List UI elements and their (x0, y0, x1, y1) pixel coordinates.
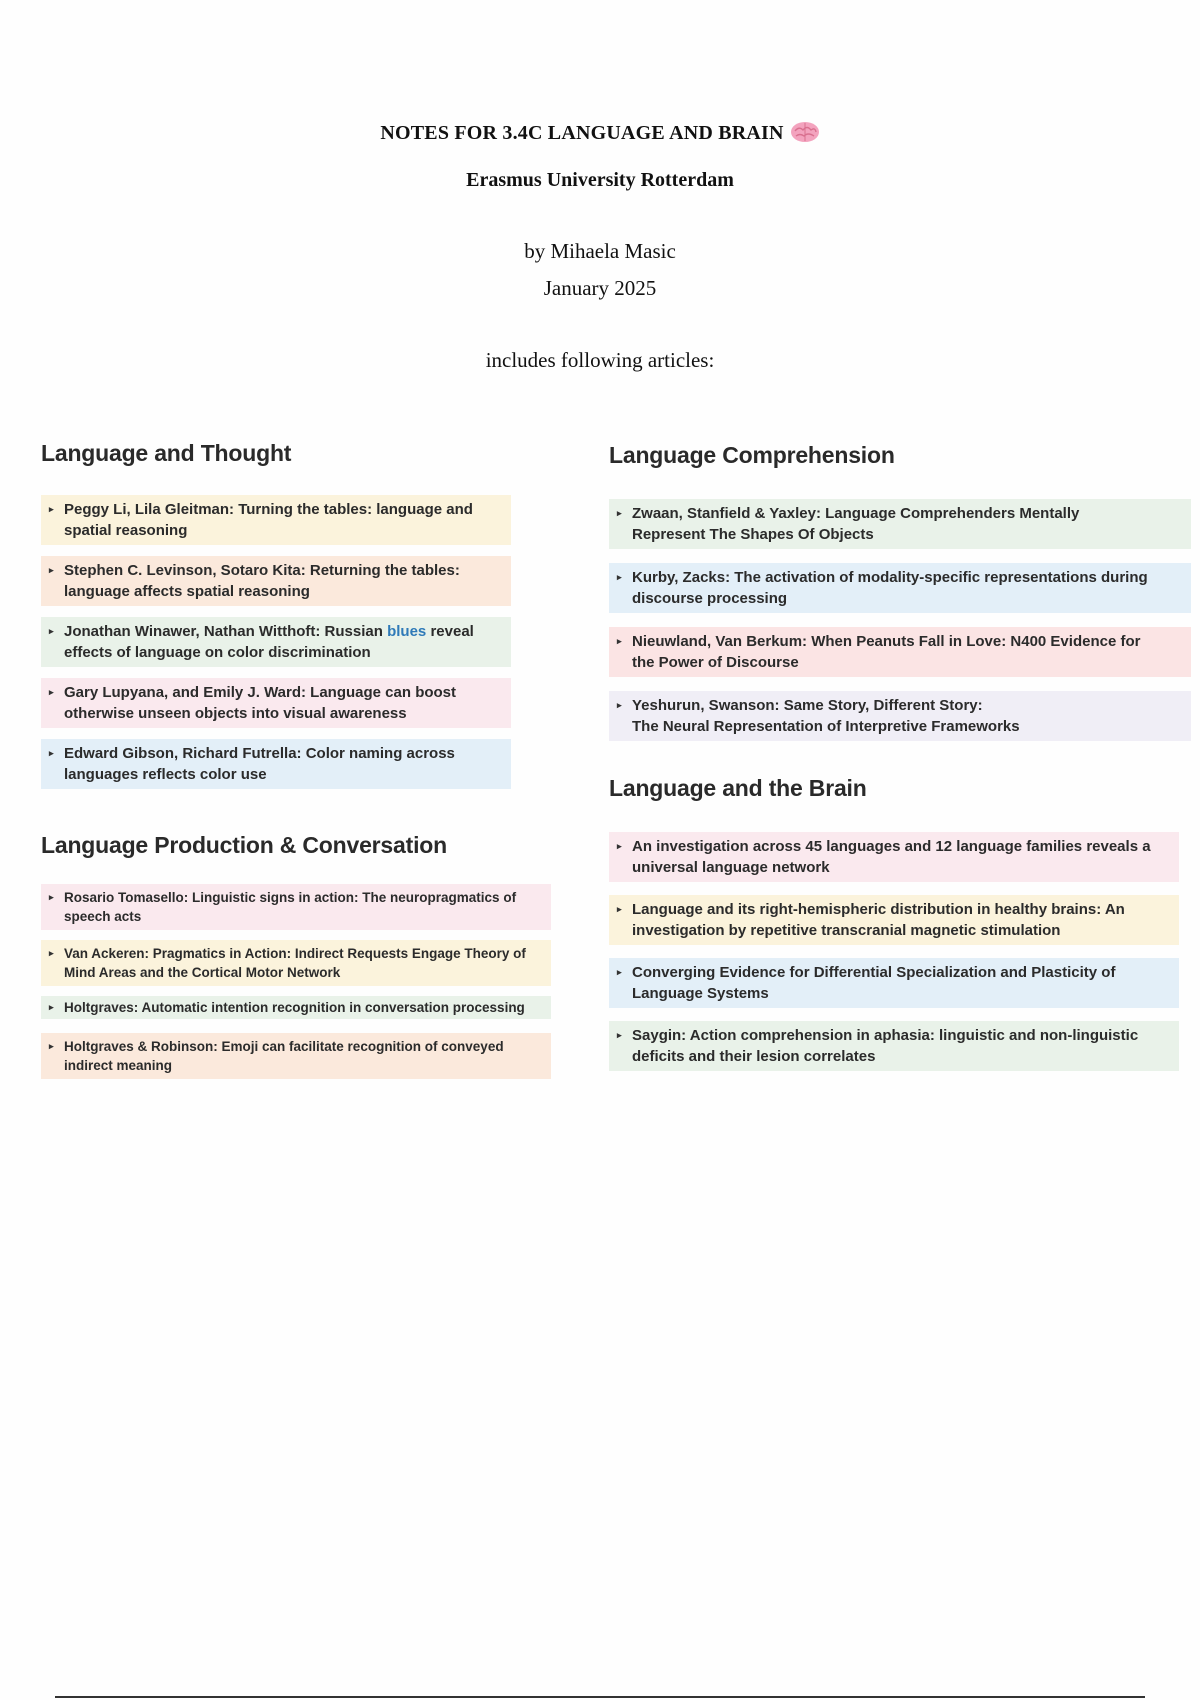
item-line: investigation by repetitive transcranial magnetic stimulation (632, 922, 1061, 939)
university-name: Erasmus University Rotterdam (466, 169, 734, 191)
bullet-icon: ▸ (49, 892, 54, 902)
bullet-icon: ▸ (49, 504, 54, 514)
item-line: Yeshurun, Swanson: Same Story, Different Story: (632, 697, 983, 714)
bullet-icon: ▸ (617, 572, 622, 582)
item-line: Holtgraves & Robinson: Emoji can facilitate recognition of conveyed (64, 1039, 504, 1054)
item-line: spatial reasoning (64, 522, 188, 539)
list-item (41, 556, 511, 606)
item-line: Van Ackeren: Pragmatics in Action: Indirect Requests Engage Theory of (64, 946, 526, 961)
section-language-and-brain (609, 775, 1179, 1065)
list-item (609, 895, 1179, 945)
item-line: Represent The Shapes Of Objects (632, 526, 874, 543)
bullet-icon: ▸ (617, 1030, 622, 1040)
item-line: Language Systems (632, 985, 769, 1002)
list-item (609, 627, 1191, 677)
date-line: January 2025 (543, 276, 657, 300)
item-text: reveal (426, 623, 474, 640)
list-item (41, 617, 511, 667)
item-line: Zwaan, Stanfield & Yaxley: Language Comprehenders Mentally (632, 505, 1080, 522)
item-line: discourse processing (632, 590, 788, 607)
bullet-icon: ▸ (49, 626, 54, 636)
bullet-icon: ▸ (617, 904, 622, 914)
item-line: the Power of Discourse (632, 654, 799, 671)
bullet-icon: ▸ (617, 508, 622, 518)
section-heading: Language and the Brain (609, 775, 867, 801)
item-line: Peggy Li, Lila Gleitman: Turning the tables: language and (64, 501, 473, 518)
includes-line: includes following articles: (485, 348, 715, 372)
list-item (41, 1033, 551, 1079)
list-item (609, 499, 1191, 549)
item-line: Rosario Tomasello: Linguistic signs in action: The neuropragmatics of (64, 890, 517, 905)
list-item (41, 940, 551, 986)
item-line: Converging Evidence for Differential Specialization and Plasticity of (632, 964, 1116, 981)
bullet-icon: ▸ (49, 748, 54, 758)
section-language-comprehension (609, 442, 1191, 735)
section-language-and-thought (41, 440, 511, 783)
item-text: Jonathan Winawer, Nathan Witthoft: Russian (64, 623, 388, 640)
list-item (41, 996, 551, 1019)
item-line: Gary Lupyana, and Emily J. Ward: Language can boost (64, 684, 457, 701)
section-heading: Language and Thought (41, 440, 292, 466)
bullet-icon: ▸ (617, 636, 622, 646)
item-line (64, 621, 501, 642)
item-line: effects of language on color discrimination (64, 644, 371, 661)
item-line: Language and its right-hemispheric distribution in healthy brains: An (632, 901, 1125, 918)
document-title (0, 121, 1200, 145)
bullet-icon: ▸ (617, 967, 622, 977)
bullet-icon: ▸ (49, 565, 54, 575)
item-line: Holtgraves: Automatic intention recognition in conversation processing (64, 1000, 525, 1015)
bullet-icon: ▸ (49, 1002, 54, 1012)
list-item (41, 495, 511, 545)
item-line: deficits and their lesion correlates (632, 1048, 876, 1065)
item-line: speech acts (64, 909, 142, 924)
item-line: Edward Gibson, Richard Futrella: Color naming across (64, 745, 455, 762)
list-item (609, 1021, 1179, 1071)
bullet-icon: ▸ (617, 700, 622, 710)
item-line: An investigation across 45 languages and 12 language families reveals a (632, 838, 1151, 855)
item-line: universal language network (632, 859, 830, 876)
item-line: Saygin: Action comprehension in aphasia: linguistic and non-linguistic (632, 1027, 1139, 1044)
item-line: indirect meaning (64, 1058, 173, 1073)
list-item (41, 884, 551, 930)
bullet-icon: ▸ (617, 841, 622, 851)
highlighted-word: blues (387, 623, 427, 640)
author-line: by Mihaela Masic (524, 239, 676, 263)
bullet-icon: ▸ (49, 687, 54, 697)
list-item (609, 958, 1179, 1008)
section-heading: Language Production & Conversation (41, 832, 447, 858)
item-line: language affects spatial reasoning (64, 583, 310, 600)
section-language-production (41, 832, 551, 1073)
list-item (609, 832, 1179, 882)
item-line: Kurby, Zacks: The activation of modality-specific representations during (632, 569, 1148, 586)
item-line: otherwise unseen objects into visual awareness (64, 705, 407, 722)
section-heading: Language Comprehension (609, 442, 895, 468)
item-line: The Neural Representation of Interpretive Frameworks (632, 718, 1020, 735)
item-line: languages reflects color use (64, 766, 267, 783)
bullet-icon: ▸ (49, 1041, 54, 1051)
item-line: Stephen C. Levinson, Sotaro Kita: Returning the tables: (64, 562, 460, 579)
bullet-icon: ▸ (49, 948, 54, 958)
brain-icon (790, 121, 820, 143)
title-text: NOTES FOR 3.4C LANGUAGE AND BRAIN (380, 122, 784, 144)
list-item (41, 678, 511, 728)
list-item (41, 739, 511, 789)
item-line: Nieuwland, Van Berkum: When Peanuts Fall in Love: N400 Evidence for (632, 633, 1141, 650)
footer-divider (55, 1696, 1145, 1698)
item-line: Mind Areas and the Cortical Motor Network (64, 965, 341, 980)
list-item (609, 563, 1191, 613)
list-item (609, 691, 1191, 741)
